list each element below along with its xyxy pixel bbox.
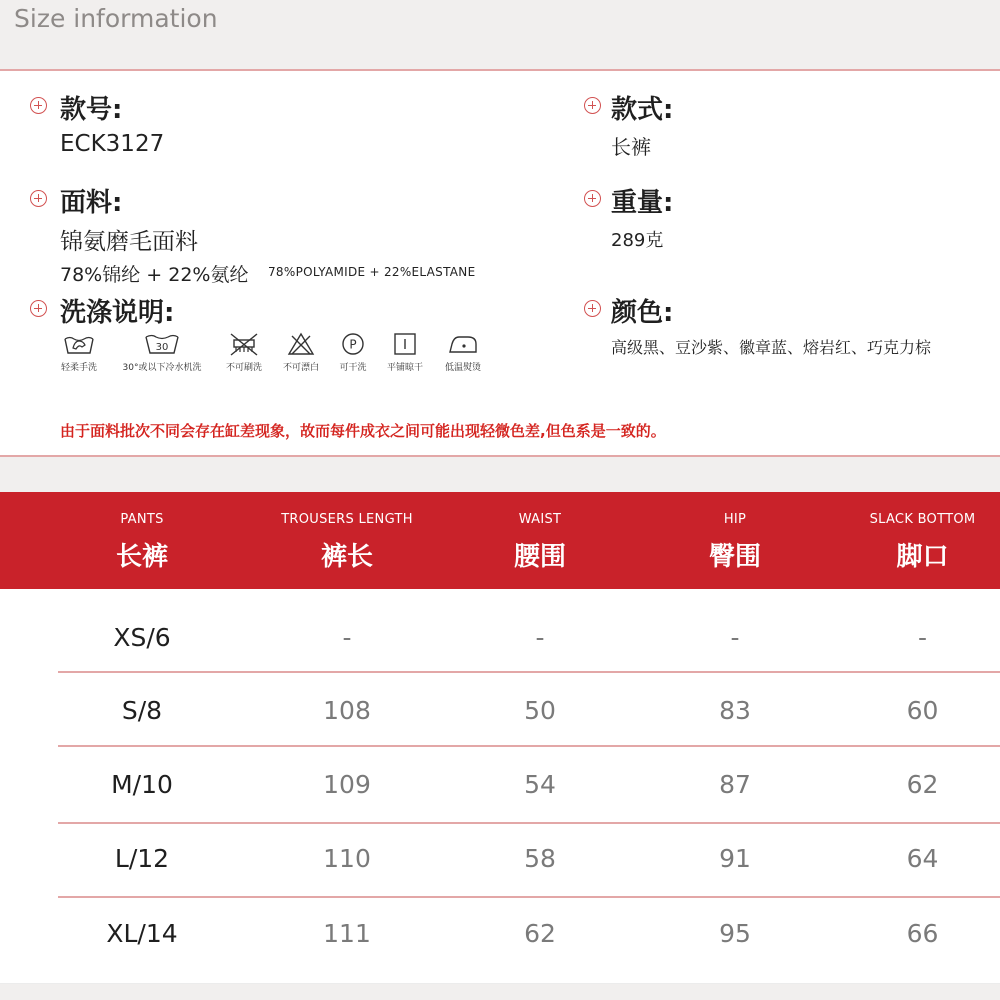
column-header-hip xyxy=(655,492,815,589)
column-header-en: HIP xyxy=(723,512,747,527)
flat-dry-shade-icon xyxy=(390,331,420,357)
care-item-label: 可干洗 xyxy=(339,363,367,373)
care-label: 洗涤说明: xyxy=(60,298,175,328)
column-header-en: WAIST xyxy=(518,512,562,527)
section-gap xyxy=(0,457,1000,492)
column-header-cn: 长裤 xyxy=(115,542,168,572)
column-header-cn: 臀围 xyxy=(708,542,761,572)
trousers-length-cell: 109 xyxy=(323,770,371,799)
column-header-cn: 脚口 xyxy=(896,542,949,572)
table-row xyxy=(0,748,1000,822)
waist-cell: 54 xyxy=(524,770,556,799)
table-row xyxy=(0,601,1000,675)
plus-icon xyxy=(584,300,601,317)
size-cell: S/8 xyxy=(121,696,163,725)
slack-bottom-cell: - xyxy=(917,623,928,652)
gentle-hand-wash-icon xyxy=(62,331,96,357)
wash-30-icon xyxy=(143,331,181,357)
plus-icon xyxy=(30,190,47,207)
trousers-length-cell: 111 xyxy=(323,919,371,948)
fabric-composition-en: 78%POLYAMIDE + 22%ELASTANE xyxy=(268,265,476,279)
trousers-length-cell: 110 xyxy=(323,844,371,873)
row-divider xyxy=(58,745,1000,747)
size-table-body xyxy=(0,589,1000,983)
plus-icon xyxy=(584,97,601,114)
fabric-composition-cn: 78%锦纶 + 22%氨纶 xyxy=(60,264,249,286)
weight-label: 重量: xyxy=(611,188,674,218)
care-item xyxy=(431,331,495,373)
care-item-label: 不可漂白 xyxy=(282,363,319,373)
row-divider xyxy=(58,671,1000,673)
color-value: 高级黑、豆沙紫、徽章蓝、熔岩红、巧克力棕 xyxy=(611,338,932,357)
size-cell: XS/6 xyxy=(113,623,171,652)
column-header-en: SLACK BOTTOM xyxy=(869,512,976,527)
plus-icon xyxy=(30,300,47,317)
no-brush-icon xyxy=(227,331,261,357)
care-item-label: 轻柔手洗 xyxy=(60,363,97,373)
style-value: 长裤 xyxy=(611,135,651,159)
style-label: 款式: xyxy=(611,95,674,125)
care-item-label: 不可刷洗 xyxy=(225,363,262,373)
footer-divider xyxy=(0,983,1000,984)
slack-bottom-cell: 66 xyxy=(906,919,939,948)
table-row xyxy=(0,897,1000,971)
column-header-cn: 腰围 xyxy=(513,542,566,572)
care-item-label: 30°或以下冷水机洗 xyxy=(122,363,202,373)
hip-cell: 83 xyxy=(719,696,751,725)
column-header-waist xyxy=(460,492,620,589)
column-header-en: TROUSERS LENGTH xyxy=(281,512,413,527)
slack-bottom-cell: 60 xyxy=(906,696,939,725)
no-bleach-icon xyxy=(286,331,316,357)
hip-cell: - xyxy=(730,623,740,652)
care-item-label: 平铺晾干 xyxy=(386,363,423,373)
column-header-trousers-length xyxy=(247,492,447,589)
waist-cell: - xyxy=(535,623,545,652)
color-label: 颜色: xyxy=(611,298,674,328)
low-iron-icon xyxy=(446,331,480,357)
column-header-en: PANTS xyxy=(120,512,164,527)
fabric-value: 锦氨磨毛面料 xyxy=(60,229,198,255)
style-no-value: ECK3127 xyxy=(60,131,165,157)
page-header xyxy=(0,0,1000,70)
size-cell: M/10 xyxy=(111,770,173,799)
page-footer-band xyxy=(0,983,1000,1000)
waist-cell: 62 xyxy=(524,919,556,948)
column-header-slack-bottom xyxy=(850,492,995,589)
fabric-label: 面料: xyxy=(60,188,123,218)
waist-cell: 58 xyxy=(524,844,556,873)
hip-cell: 91 xyxy=(719,844,751,873)
dry-clean-icon xyxy=(338,331,368,357)
plus-icon xyxy=(30,97,47,114)
color-difference-notice: 由于面料批次不同会存在缸差现象，故而每件成衣之间可能出现轻微色差,但色系是一致的。 xyxy=(60,422,666,440)
waist-cell: 50 xyxy=(524,696,556,725)
size-table-header xyxy=(0,492,1000,589)
table-row xyxy=(0,674,1000,748)
trousers-length-cell: 108 xyxy=(323,696,371,725)
style-no-label: 款号: xyxy=(60,95,123,125)
care-item xyxy=(47,331,111,373)
wash-temperature: 30 xyxy=(155,342,169,353)
care-item xyxy=(373,331,437,373)
hip-cell: 95 xyxy=(719,919,751,948)
page-title: Size information xyxy=(14,4,218,33)
slack-bottom-cell: 64 xyxy=(906,844,939,873)
dry-clean-letter: P xyxy=(349,337,357,352)
trousers-length-cell: - xyxy=(342,623,352,652)
size-cell: L/12 xyxy=(114,844,170,873)
size-cell: XL/14 xyxy=(106,919,178,948)
weight-value: 289克 xyxy=(611,230,664,251)
column-header-cn: 裤长 xyxy=(320,542,373,572)
care-item-label: 低温熨烫 xyxy=(444,363,481,373)
table-row xyxy=(0,822,1000,896)
slack-bottom-cell: 62 xyxy=(906,770,939,799)
care-item xyxy=(112,331,212,373)
column-header-pants xyxy=(62,492,222,589)
care-item xyxy=(212,331,276,373)
hip-cell: 87 xyxy=(719,770,751,799)
plus-icon xyxy=(584,190,601,207)
